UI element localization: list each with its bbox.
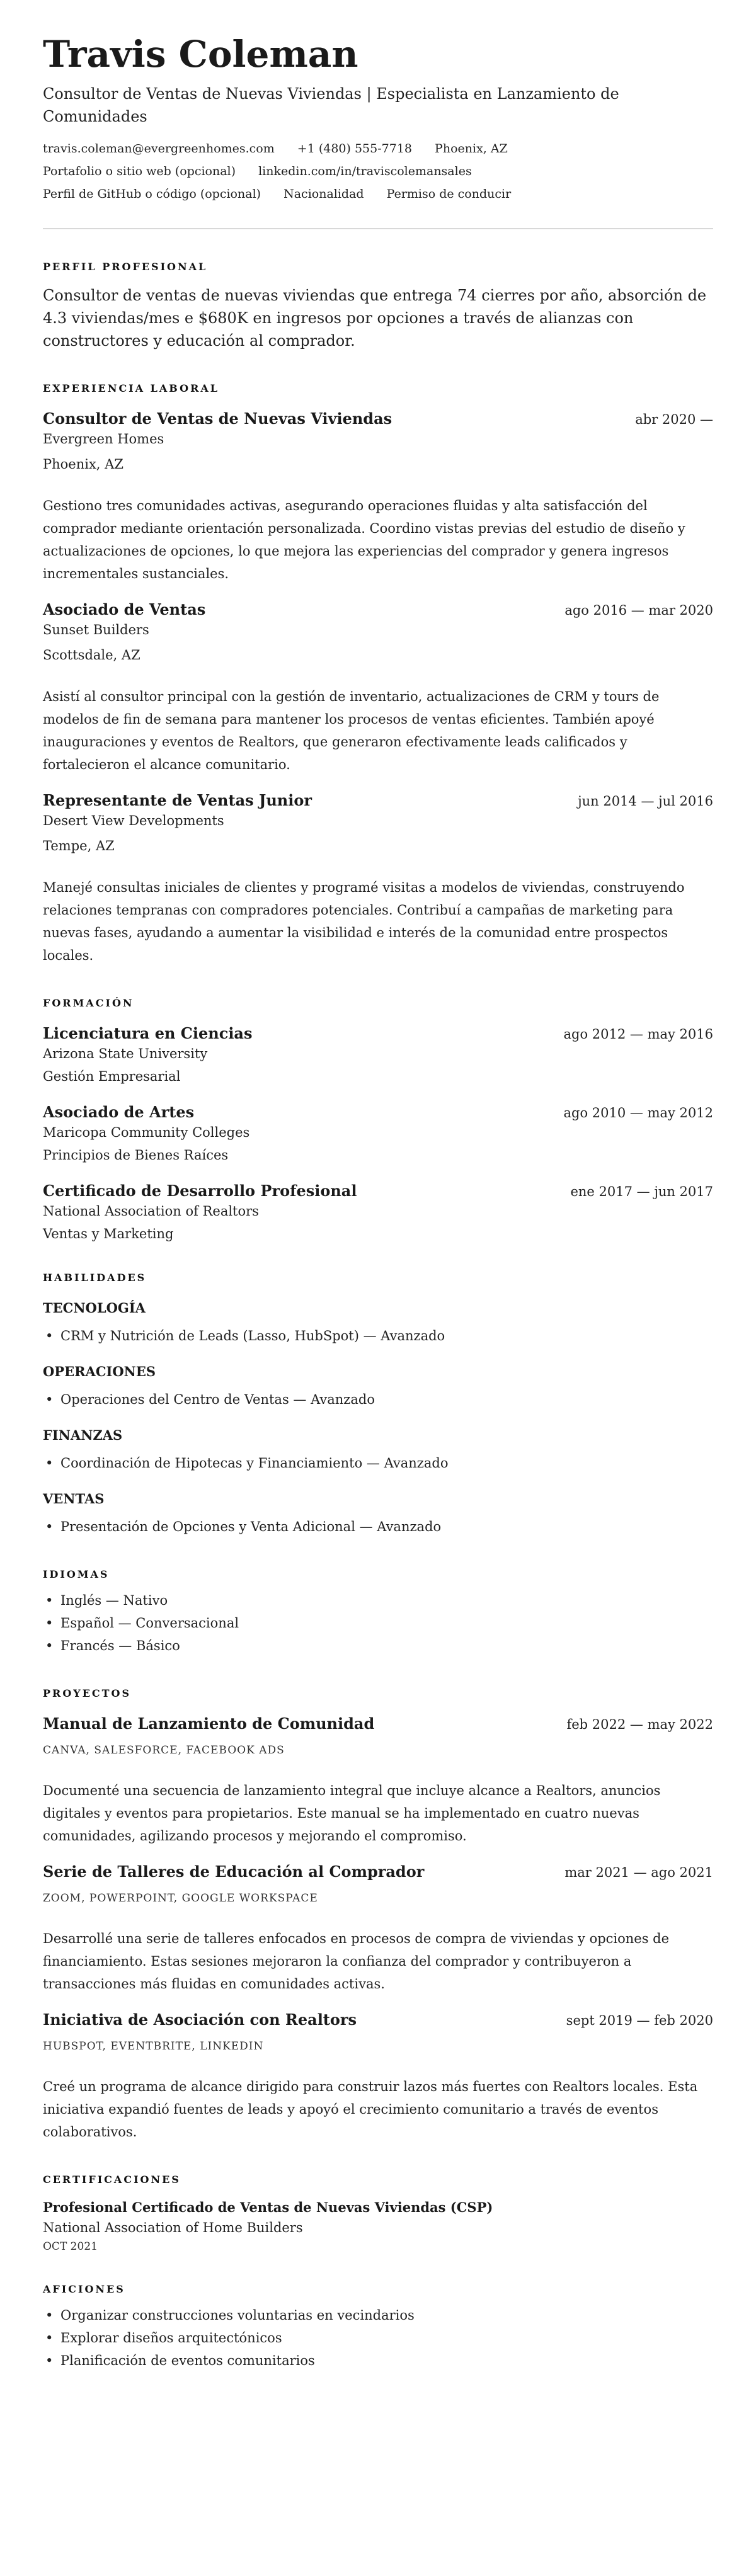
experience-entry [43, 409, 713, 585]
company-name: Sunset Builders [43, 622, 149, 637]
section-title: EXPERIENCIA LABORAL [43, 382, 220, 394]
field-of-study: Ventas y Marketing [43, 1226, 174, 1241]
language-list [43, 1589, 713, 1657]
job-location: Tempe, AZ [43, 838, 115, 853]
skill-category: OPERACIONES [43, 1363, 156, 1379]
experience-entry [43, 791, 713, 967]
project-tools: HUBSPOT, EVENTBRITE, LINKEDIN [43, 2039, 264, 2053]
section-title: IDIOMAS [43, 1568, 110, 1580]
skill-item: • CRM y Nutrición de Leads (Lasso, HubSpot) — Avanzado [43, 1325, 713, 1347]
job-title: Consultor de Ventas de Nuevas Viviendas [43, 409, 392, 428]
section-title: PROYECTOS [43, 1687, 132, 1699]
education-dates: ago 2010 — may 2012 [563, 1105, 713, 1120]
section-title: FORMACIÓN [43, 996, 134, 1009]
education-dates: ene 2017 — jun 2017 [570, 1183, 713, 1199]
school-name: Arizona State University [43, 1046, 208, 1061]
field-of-study: Gestión Empresarial [43, 1068, 181, 1084]
field-of-study: Principios de Bienes Raíces [43, 1147, 229, 1163]
job-dates: abr 2020 — [635, 411, 713, 427]
experience-entry [43, 600, 713, 776]
project-name: Iniciativa de Asociación con Realtors [43, 2010, 357, 2029]
skill-category: VENTAS [43, 1490, 105, 1507]
headline: Consultor de Ventas de Nuevas Viviendas | Especialista en Lanzamiento de Comunidades [43, 84, 619, 125]
skill-list [43, 1388, 713, 1411]
project-dates: feb 2022 — may 2022 [566, 1716, 713, 1732]
projects-section [43, 1687, 713, 2143]
company-name: Desert View Developments [43, 812, 224, 828]
contact-linkedin[interactable]: linkedin.com/in/traviscolemansales [258, 164, 472, 178]
skill-list [43, 1515, 713, 1538]
degree-title: Asociado de Artes [43, 1102, 195, 1121]
job-title: Representante de Ventas Junior [43, 790, 312, 809]
experience-section [43, 382, 713, 967]
project-dates: mar 2021 — ago 2021 [564, 1864, 713, 1880]
skill-category: FINANZAS [43, 1427, 123, 1443]
project-entry [43, 2010, 713, 2143]
education-entry [43, 1024, 713, 1084]
language-item: • Inglés — Nativo [43, 1589, 713, 1612]
language-item: • Español — Conversacional [43, 1612, 713, 1634]
job-dates: jun 2014 — jul 2016 [578, 793, 713, 809]
job-description: Manejé consultas iniciales de clientes y programé visitas a modelos de viviendas, construyendo relaciones tempranas con compradores potenciales. Contribuí a campañas de marketing para nuevas fases, ayudando a aumentar la visibilidad e interés de la comunidad entre prospectos locales. [43, 879, 685, 963]
certifications-section [43, 2174, 713, 2253]
school-name: Maricopa Community Colleges [43, 1124, 250, 1140]
project-tools: CANVA, SALESFORCE, FACEBOOK ADS [43, 1743, 285, 1757]
hobby-item: • Explorar diseños arquitectónicos [43, 2327, 713, 2349]
degree-title: Certificado de Desarrollo Profesional [43, 1181, 357, 1200]
section-title: HABILIDADES [43, 1271, 147, 1284]
skill-list [43, 1452, 713, 1474]
education-entry [43, 1182, 713, 1241]
job-dates: ago 2016 — mar 2020 [564, 602, 713, 618]
school-name: National Association of Realtors [43, 1203, 259, 1219]
contact-row [43, 164, 713, 178]
contact-row [43, 187, 713, 201]
skill-item: • Coordinación de Hipotecas y Financiamiento — Avanzado [43, 1452, 713, 1474]
candidate-name: Travis Coleman [43, 33, 358, 76]
section-title: AFICIONES [43, 2282, 125, 2295]
resume-header [43, 35, 713, 201]
contact-row [43, 142, 713, 156]
project-description: Creé un programa de alcance dirigido para construir lazos más fuertes con Realtors locales. Esta iniciativa expandió fuentes de leads y apoyó el crecimiento comunitario a través de eventos colaborativos. [43, 2078, 698, 2140]
project-entry [43, 1862, 713, 1995]
skill-item: • Operaciones del Centro de Ventas — Avanzado [43, 1388, 713, 1411]
language-item: • Francés — Básico [43, 1634, 713, 1657]
project-description: Documenté una secuencia de lanzamiento integral que incluye alcance a Realtors, anuncios digitales y eventos para propietarios. Este manual se ha implementado en cuatro nuevas comunidades, agilizando procesos y mejorando el compromiso. [43, 1782, 661, 1844]
skill-list [43, 1325, 713, 1347]
section-title: CERTIFICACIONES [43, 2173, 181, 2186]
project-description: Desarrollé una serie de talleres enfocados en procesos de compra de viviendas y opciones de financiamiento. Estas sesiones mejoraron la confianza del comprador y contribuyeron a transacciones más fluidas en comunidades activas. [43, 1930, 670, 1992]
project-name: Serie de Talleres de Educación al Comprador [43, 1862, 425, 1881]
project-entry [43, 1714, 713, 1847]
hobby-list [43, 2304, 713, 2372]
education-dates: ago 2012 — may 2016 [563, 1026, 713, 1042]
degree-title: Licenciatura en Ciencias [43, 1023, 253, 1042]
education-section [43, 997, 713, 1241]
job-location: Phoenix, AZ [43, 456, 123, 472]
project-name: Manual de Lanzamiento de Comunidad [43, 1714, 375, 1733]
contact-location: Phoenix, AZ [435, 141, 508, 156]
project-dates: sept 2019 — feb 2020 [566, 2012, 713, 2028]
hobby-item: • Planificación de eventos comunitarios [43, 2349, 713, 2372]
languages-section [43, 1568, 713, 1657]
contact-nationality: Nacionalidad [284, 186, 364, 201]
certification-name: Profesional Certificado de Ventas de Nuevas Viviendas (CSP) [43, 2199, 493, 2215]
project-tools: ZOOM, POWERPOINT, GOOGLE WORKSPACE [43, 1891, 318, 1905]
education-entry [43, 1103, 713, 1163]
contact-github[interactable]: Perfil de GitHub o código (opcional) [43, 186, 261, 201]
header-divider [43, 228, 713, 229]
hobbies-section [43, 2283, 713, 2372]
job-description: Asistí al consultor principal con la gestión de inventario, actualizaciones de CRM y tours de modelos de fin de semana para mantener los procesos de ventas eficientes. También apoyé inauguraciones y eventos de Realtors, que generaron efectivamente leads calificados y fortalecieron el alcance comunitario. [43, 688, 660, 772]
contact-license: Permiso de conducir [386, 186, 512, 201]
certification-date: OCT 2021 [43, 2240, 98, 2253]
certification-issuer: National Association of Home Builders [43, 2220, 303, 2235]
skill-category: TECNOLOGÍA [43, 1299, 146, 1316]
skill-item: • Presentación de Opciones y Venta Adicional — Avanzado [43, 1515, 713, 1538]
hobby-item: • Organizar construcciones voluntarias en vecindarios [43, 2304, 713, 2327]
contact-email[interactable]: travis.coleman@evergreenhomes.com [43, 141, 275, 156]
skills-section [43, 1272, 713, 1538]
profile-summary: Consultor de ventas de nuevas viviendas que entrega 74 cierres por año, absorción de 4.3 viviendas/mes e $680K en ingresos por opciones a través de alianzas con constructores y educación al comprador. [43, 286, 707, 350]
contact-portfolio[interactable]: Portafolio o sitio web (opcional) [43, 164, 236, 178]
section-title: PERFIL PROFESIONAL [43, 260, 208, 273]
contact-phone[interactable]: +1 (480) 555-7718 [297, 141, 412, 156]
job-location: Scottsdale, AZ [43, 647, 140, 663]
company-name: Evergreen Homes [43, 431, 164, 447]
job-title: Asociado de Ventas [43, 600, 206, 618]
profile-section [43, 261, 713, 352]
job-description: Gestiono tres comunidades activas, asegurando operaciones fluidas y alta satisfacción del comprador mediante orientación personalizada. Coordino vistas previas del estudio de diseño y actualizaciones de opciones, lo que mejora las experiencias del comprador y genera ingresos incrementales sustanciales. [43, 498, 685, 581]
